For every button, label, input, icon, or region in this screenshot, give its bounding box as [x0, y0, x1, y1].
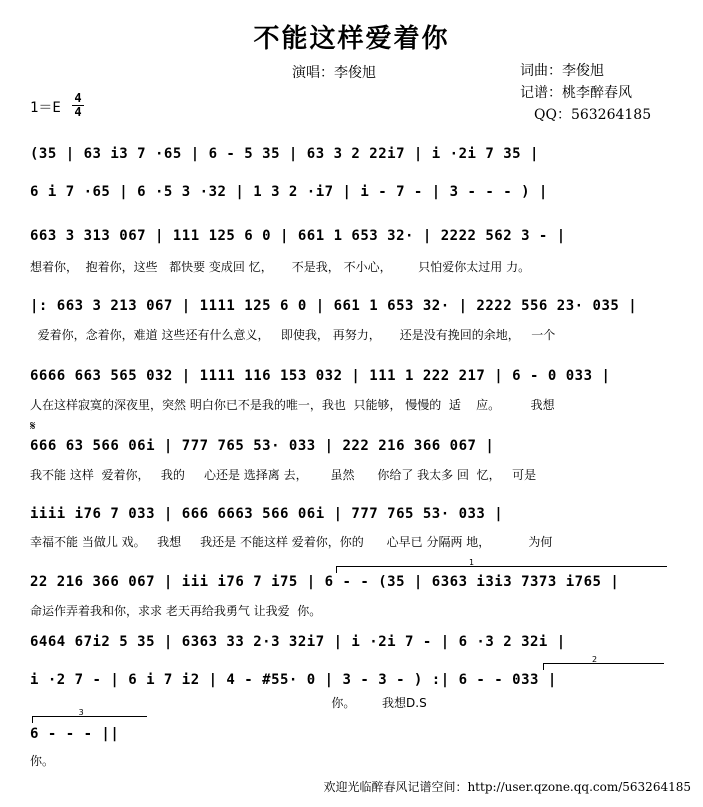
lyrics-row: 你。 — [30, 754, 55, 768]
score-row: |: 663 3 213 067 | 1111 125 6 0 | 661 1 653 32· | 2222 556 23· 035 | — [30, 298, 638, 314]
score-row: i ·2 7 - | 6 i 7 i2 | 4 - #55· 0 | 3 - 3 - ) :| 6 - - 033 | — [30, 672, 557, 688]
score-row: 6 - - - || — [30, 726, 120, 742]
lyrics-row: 你。 我想D.S — [30, 696, 427, 710]
score-row: 22 216 366 067 | iii i76 7 i75 | 6 - - (35 | 6363 i3i3 7373 i765 | — [30, 574, 620, 590]
lyrics-row: 我不能 这样 爱着你， 我的 心还是 选择离 去， 虽然 你给了 我太多 回 忆， 可是 — [30, 468, 537, 482]
page-title: 不能这样爱着你 — [253, 24, 450, 54]
key-signature: 1＝E — [30, 100, 61, 116]
footer-credit: 欢迎光临醉春风记谱空间：http://user.qzone.qq.com/563264185 — [323, 780, 691, 794]
second-ending-bracket — [543, 655, 664, 670]
lyrics-row: 想着你， 抱着你，这些 都快要 变成回 忆， 不是我， 不小心， 只怕爱你太过用 力。 — [30, 260, 531, 274]
segno-sign: 𝄋 — [30, 419, 36, 434]
score-row: 6 i 7 ·65 | 6 ·5 3 ·32 | 1 3 2 ·i7 | i - 7 - | 3 - - - ) | — [30, 184, 548, 200]
transcriber-credit: 记谱：桃李醉春风 — [520, 85, 632, 101]
first-ending-number: 1 — [469, 558, 475, 567]
score-row: 663 3 313 067 | 111 125 6 0 | 661 1 653 32· | 2222 562 3 - | — [30, 228, 566, 244]
time-signature-top: 4 — [74, 91, 82, 105]
lyrics-row: 命运作弄着我和你，求求 老天再给我勇气 让我爱 你。 — [30, 604, 322, 618]
score-row: 6666 663 565 032 | 1111 116 153 032 | 111 1 222 217 | 6 - 0 033 | — [30, 368, 611, 384]
third-ending-bracket — [32, 708, 147, 723]
second-ending-number: 2 — [592, 655, 598, 664]
time-signature — [72, 93, 84, 118]
singer-credit: 演唱：李俊旭 — [292, 65, 376, 81]
first-ending-bracket — [336, 558, 667, 573]
score-row: 6464 67i2 5 35 | 6363 33 2·3 32i7 | i ·2i 7 - | 6 ·3 2 32i | — [30, 634, 566, 650]
time-signature-bottom: 4 — [74, 105, 82, 119]
lyricist-composer-credit: 词曲：李俊旭 — [520, 63, 604, 79]
qq-number: QQ：563264185 — [534, 107, 652, 123]
third-ending-number: 3 — [78, 708, 84, 717]
score-row: iiii i76 7 033 | 666 6663 566 06i | 777 765 53· 033 | — [30, 506, 504, 522]
lyrics-row: 爱着你，念着你，难道 这些还有什么意义， 即使我， 再努力， 还是没有挽回的余地， 一个 — [30, 328, 556, 342]
lyrics-row: 幸福不能 当做儿 戏。 我想 我还是 不能这样 爱着你，你的 心早已 分隔两 地， 为何 — [30, 535, 553, 549]
score-row: 666 63 566 06i | 777 765 53· 033 | 222 216 366 067 | — [30, 438, 495, 454]
score-row: (35 | 63 i3 7 ·65 | 6 - 5 35 | 63 3 2 22i7 | i ·2i 7 35 | — [30, 146, 539, 162]
lyrics-row: 人在这样寂寞的深夜里，突然 明白你已不是我的唯一，我也 只能够， 慢慢的 适 应。 我想 — [30, 398, 555, 412]
